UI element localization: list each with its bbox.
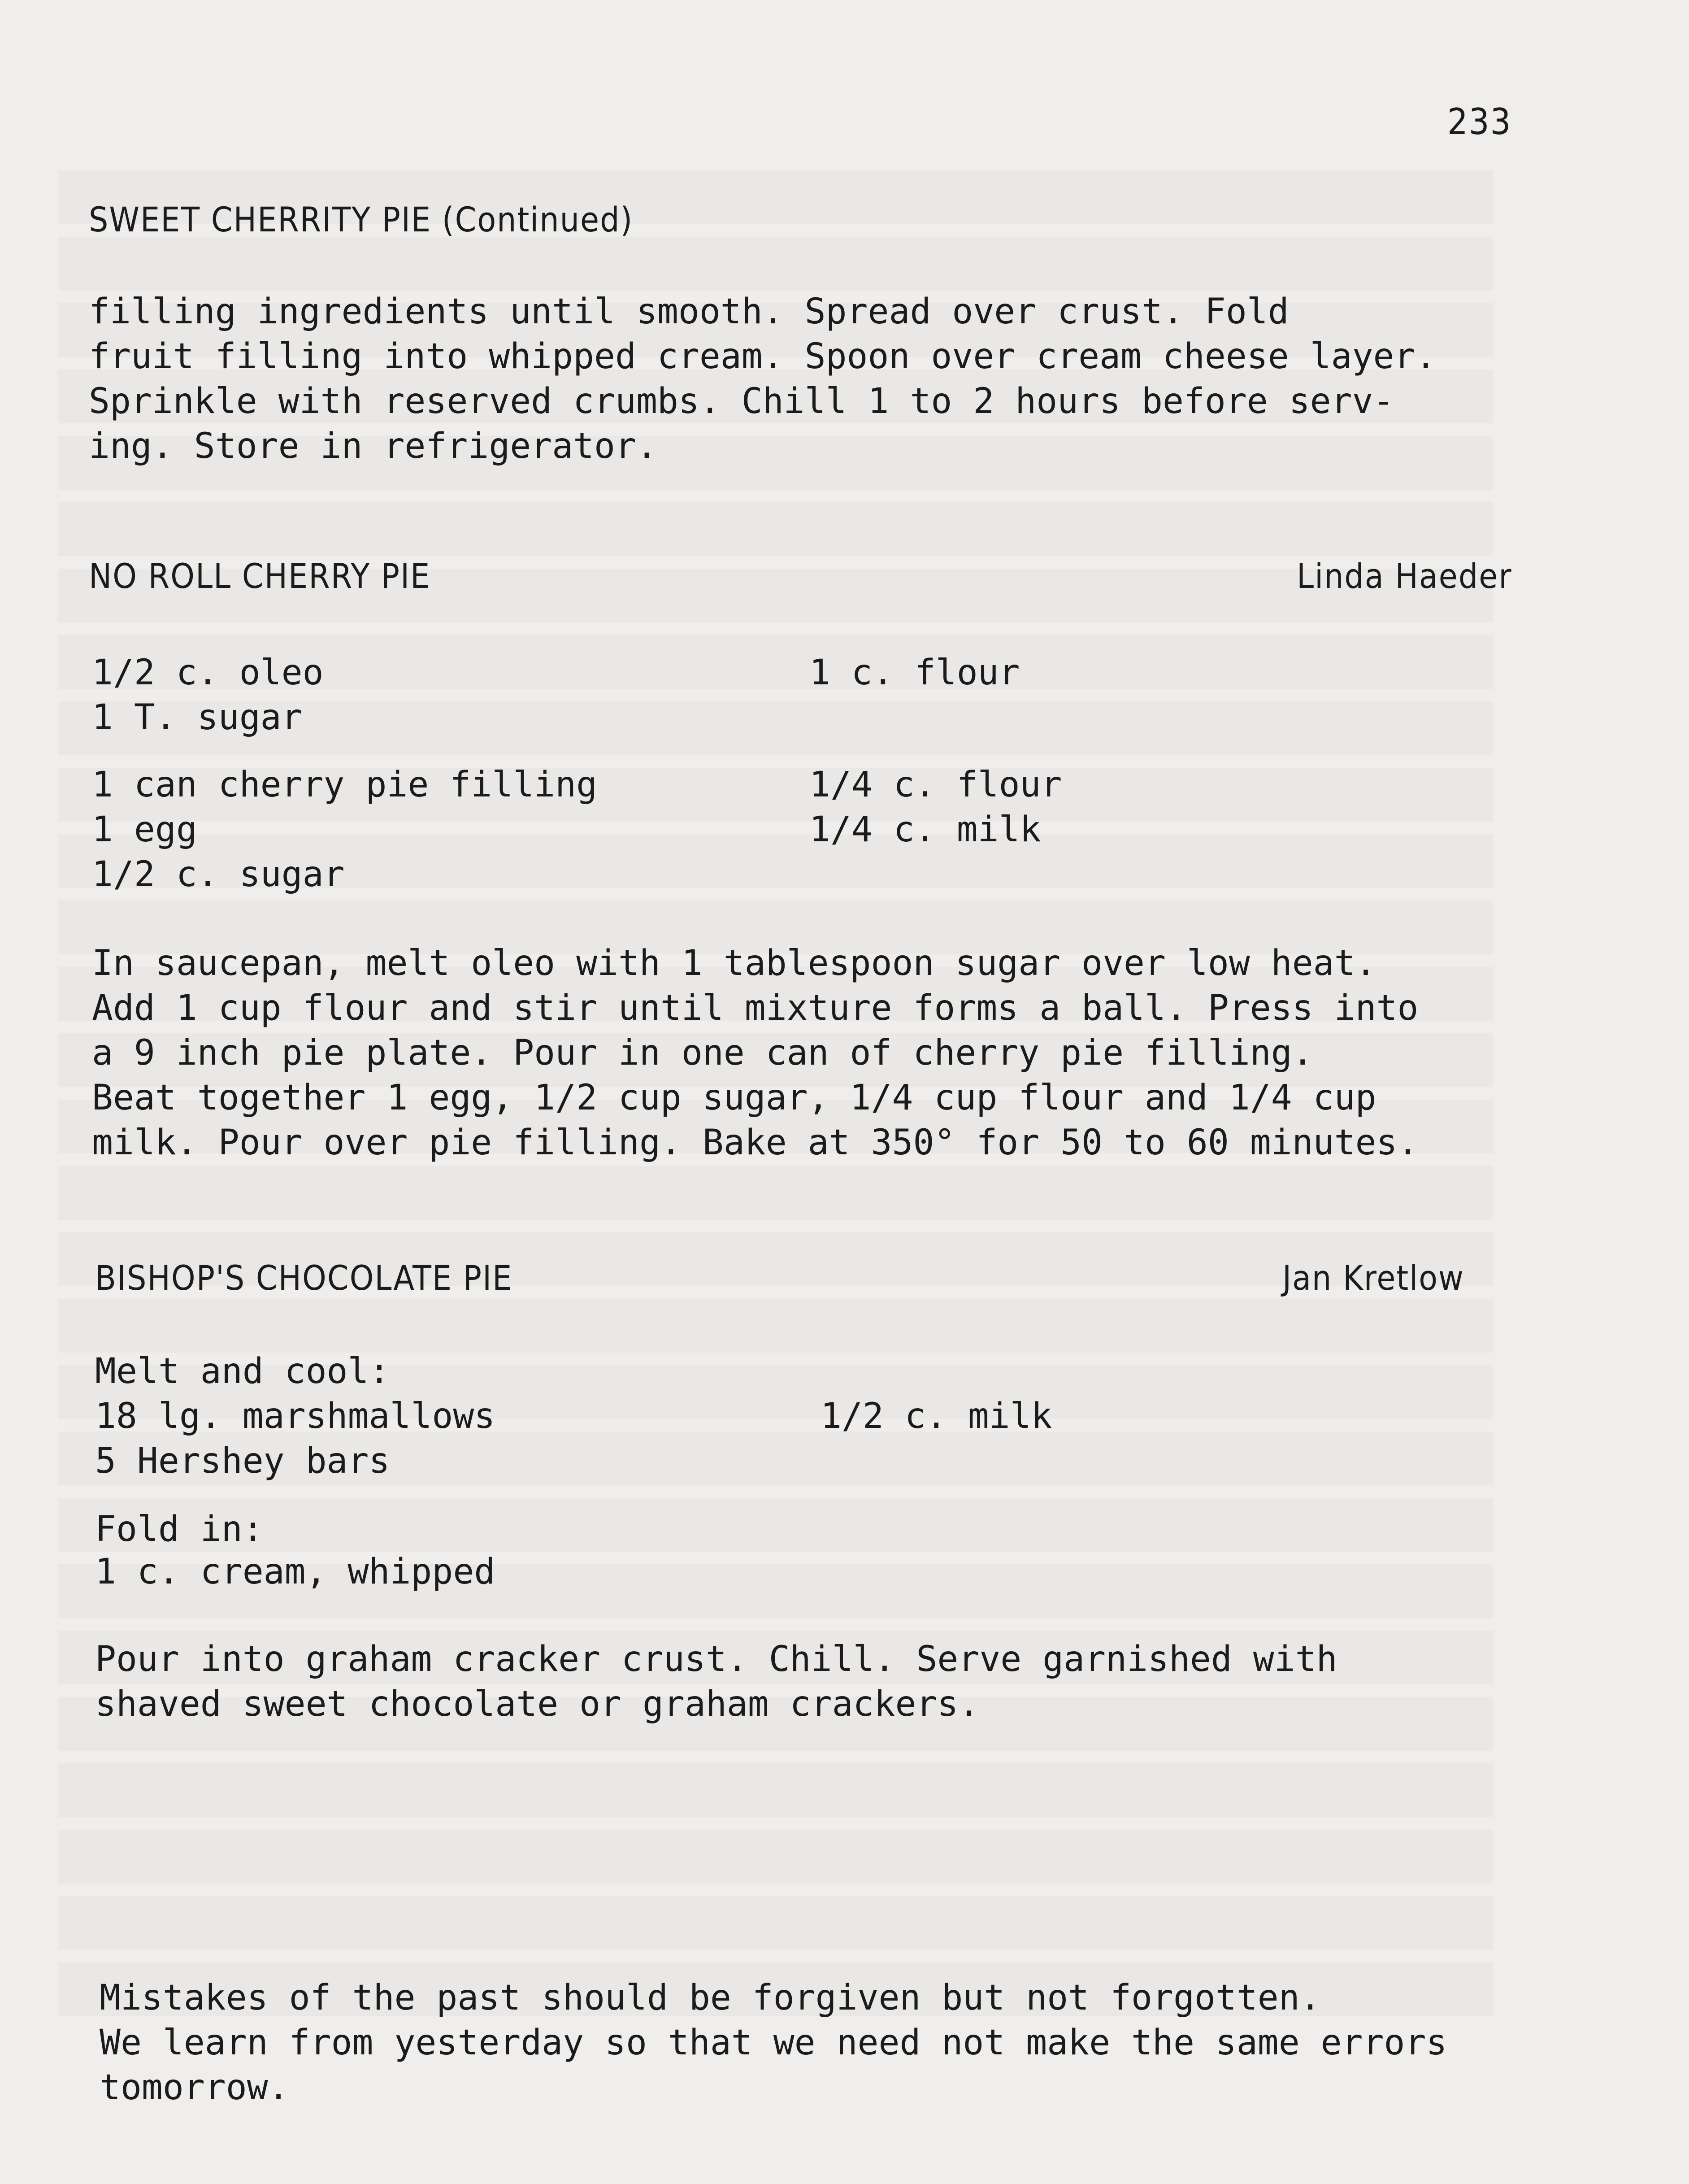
bishops-line: shaved sweet chocolate or graham crackers.: [95, 1684, 980, 1724]
ingredient: 1/4 c. flour: [809, 765, 1062, 805]
ingredient: 1 T. sugar: [92, 697, 303, 738]
page-number: 233: [1447, 101, 1512, 143]
ingredient: 1 egg: [92, 809, 197, 850]
ingredient: 1/2 c. oleo: [92, 653, 324, 693]
recipe-author-no-roll: Linda Haeder: [1297, 556, 1512, 596]
quote-line: tomorrow.: [100, 2067, 289, 2108]
no-roll-line: In saucepan, melt oleo with 1 tablespoon sugar over low heat.: [92, 943, 1376, 983]
quote-line: Mistakes of the past should be forgiven but not forgotten.: [100, 1978, 1321, 2018]
sweet-cherrity-line: fruit filling into whipped cream. Spoon over cream cheese layer.: [89, 336, 1437, 377]
no-roll-line: Add 1 cup flour and stir until mixture forms a ball. Press into: [92, 988, 1419, 1028]
no-roll-line: a 9 inch pie plate. Pour in one can of cherry pie filling.: [92, 1033, 1313, 1073]
sweet-cherrity-line: filling ingredients until smooth. Spread over crust. Fold: [89, 291, 1289, 332]
recipe-title-bishops: BISHOP'S CHOCOLATE PIE: [95, 1258, 513, 1298]
ingredient: 1 can cherry pie filling: [92, 765, 598, 805]
ingredient: 5 Hershey bars: [95, 1441, 390, 1481]
sweet-cherrity-line: ing. Store in refrigerator.: [89, 426, 657, 466]
no-roll-line: milk. Pour over pie filling. Bake at 350° for 50 to 60 minutes.: [92, 1122, 1419, 1163]
ingredient: 1/2 c. sugar: [92, 854, 345, 895]
sweet-cherrity-line: Sprinkle with reserved crumbs. Chill 1 to 2 hours before serv-: [89, 381, 1394, 422]
recipe-author-bishops: Jan Kretlow: [1282, 1258, 1464, 1298]
bishops-line: Pour into graham cracker crust. Chill. Serve garnished with: [95, 1639, 1337, 1679]
quote-line: We learn from yesterday so that we need not make the same errors: [100, 2023, 1447, 2063]
ingredient: 1/4 c. milk: [809, 809, 1041, 850]
ingredient: 18 lg. marshmallows: [95, 1396, 495, 1436]
melt-heading: Melt and cool:: [95, 1351, 390, 1392]
ingredient: 1 c. cream, whipped: [95, 1552, 495, 1592]
no-roll-line: Beat together 1 egg, 1/2 cup sugar, 1/4 cup flour and 1/4 cup: [92, 1078, 1376, 1118]
ingredient: 1 c. flour: [809, 653, 1020, 693]
fold-heading: Fold in:: [95, 1509, 264, 1549]
recipe-title-sweet-cherrity: SWEET CHERRITY PIE (Continued): [89, 200, 634, 239]
ingredient: 1/2 c. milk: [821, 1396, 1052, 1436]
recipe-title-no-roll: NO ROLL CHERRY PIE: [89, 556, 431, 596]
